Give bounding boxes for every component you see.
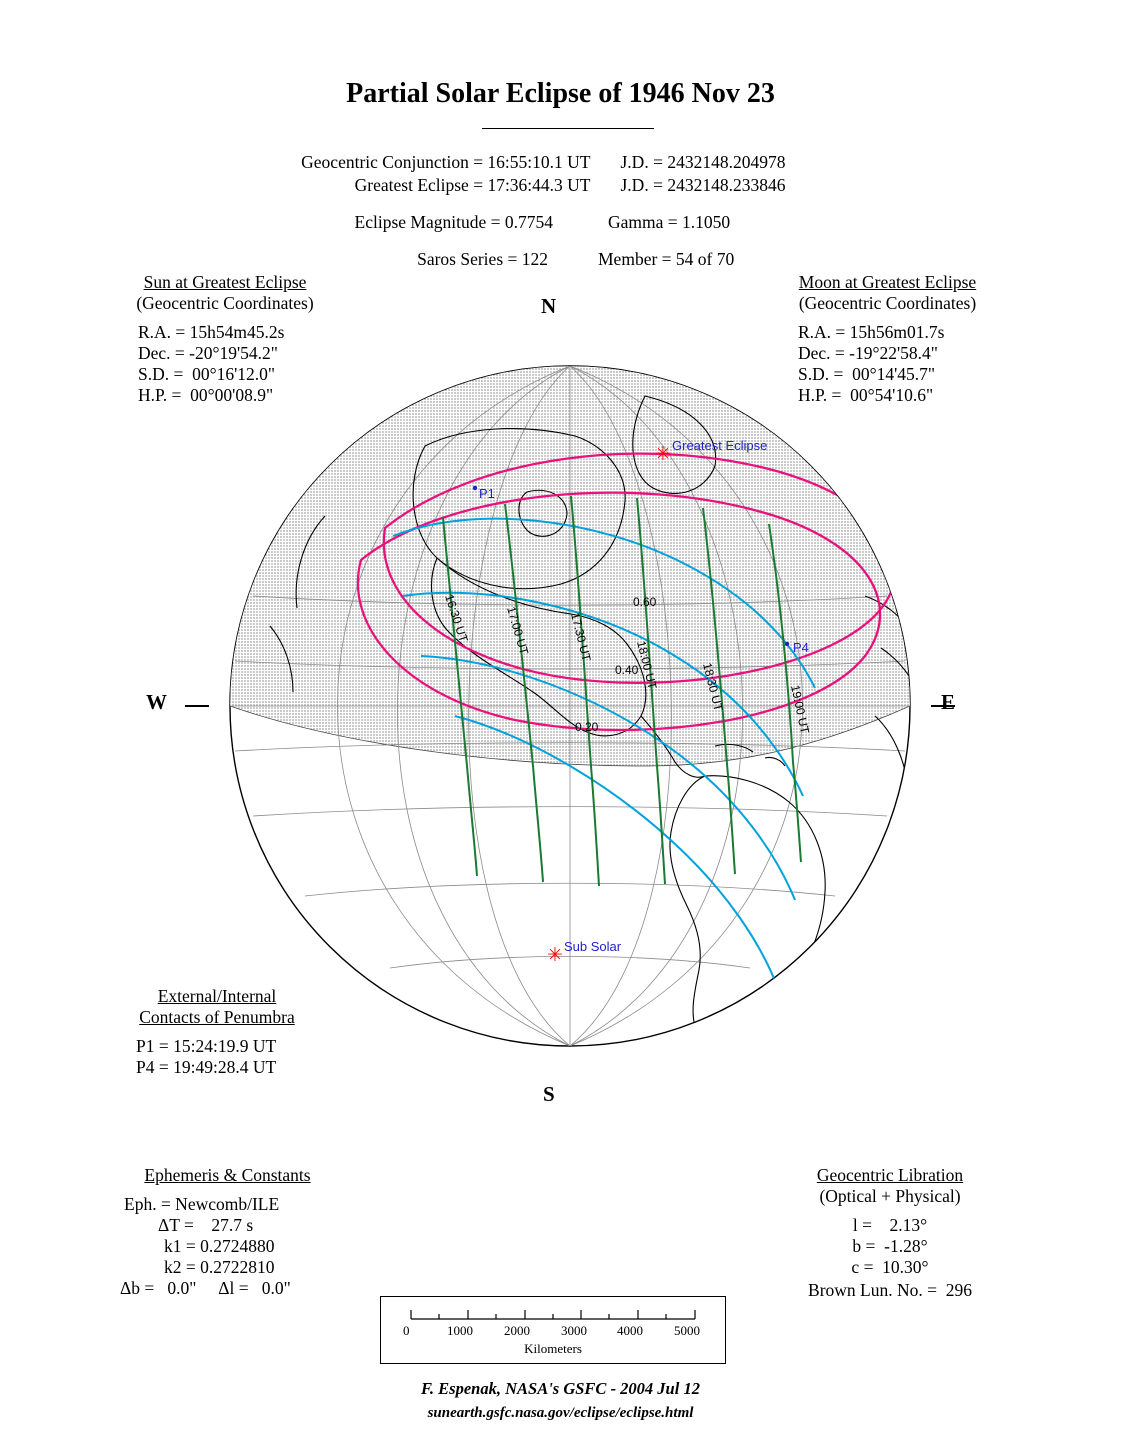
compass-south: S [543,1082,555,1106]
title-divider [482,128,654,129]
sun-panel-subtitle: (Geocentric Coordinates) [136,293,314,313]
compass-west: W [146,690,167,714]
scale-tick-0: 0 [403,1323,410,1338]
credit-author: F. Espenak, NASA's GSFC - 2004 Jul 12 [421,1379,700,1398]
time-curve-label-1730: 17:30 UT [568,611,594,663]
magnitude-label-060: 0.60 [633,595,657,609]
greatest-eclipse-marker: ✳ [655,444,671,465]
ephemeris-eph: Eph. = Newcomb/ILE [124,1194,280,1214]
libration-title: Geocentric Libration [816,1165,964,1185]
greatest-eclipse-label: Greatest Eclipse [672,438,768,453]
geocentric-libration-panel [790,1165,990,1301]
libration-subtitle: (Optical + Physical) [819,1186,961,1206]
libration-l: l = 2.13° [852,1215,928,1235]
libration-b: b = -1.28° [852,1236,928,1256]
header-row-conjunction [0,152,1121,173]
time-curve-label-1800: 18:00 UT [634,639,660,691]
geocentric-conjunction-label: Geocentric Conjunction = 16:55:10.1 UT [301,152,591,172]
header-row-saros [0,249,1121,270]
geocentric-conjunction-jd: J.D. = 2432148.204978 [620,152,786,172]
sun-hp: H.P. = 00°00'08.9" [138,385,274,405]
sun-dec: Dec. = -20°19'54.2" [138,343,278,363]
ephemeris-k2: k2 = 0.2722810 [164,1257,275,1277]
moon-dec: Dec. = -19°22'58.4" [798,343,938,363]
eclipse-magnitude-label: Eclipse Magnitude = 0.7754 [354,212,553,232]
credit-url: sunearth.gsfc.nasa.gov/eclipse/eclipse.html [427,1405,694,1421]
moon-ra: R.A. = 15h56m01.7s [798,322,945,342]
contact-p4: P4 = 19:49:28.4 UT [136,1057,277,1077]
eclipse-globe-map [175,296,965,1116]
greatest-eclipse-jd: J.D. = 2432148.233846 [620,175,786,195]
map-scale-bar [380,1296,726,1364]
p1-marker [473,486,477,490]
p1-label: P1 [479,486,495,501]
ephemeris-k1: k1 = 0.2724880 [164,1236,275,1256]
time-curve-label-1630: 16:30 UT [442,592,471,644]
ephemeris-delta-b-l: Δb = 0.0" Δl = 0.0" [120,1278,291,1298]
magnitude-label-020: 0.20 [575,720,599,734]
sun-panel-title: Sun at Greatest Eclipse [143,272,307,292]
scale-tick-1000: 1000 [447,1323,473,1338]
contacts-title-line2: Contacts of Penumbra [139,1007,295,1027]
contact-p1: P1 = 15:24:19.9 UT [136,1036,277,1056]
moon-panel-title: Moon at Greatest Eclipse [798,272,977,292]
scale-tick-2000: 2000 [504,1323,530,1338]
page-title: Partial Solar Eclipse of 1946 Nov 23 [346,78,775,109]
header-row-greatest [0,175,1121,196]
time-curve-label-1830: 18:30 UT [700,661,726,713]
compass-north: N [541,294,557,318]
saros-member-label: Member = 54 of 70 [598,249,735,269]
ephemeris-delta-t: ΔT = 27.7 s [158,1215,254,1235]
p4-marker [785,642,789,646]
scale-tick-3000: 3000 [561,1323,587,1338]
libration-c: c = 10.30° [851,1257,929,1277]
scale-tick-5000: 5000 [674,1323,700,1338]
sun-sd: S.D. = 00°16'12.0" [138,364,276,384]
contacts-title-line1: External/Internal [157,986,277,1006]
gamma-label: Gamma = 1.1050 [608,212,731,232]
scale-tick-4000: 4000 [617,1323,643,1338]
compass-east: E [941,690,956,714]
p4-label: P4 [793,640,809,655]
scale-units-label: Kilometers [524,1341,582,1356]
magnitude-label-040: 0.40 [615,663,639,677]
moon-hp: H.P. = 00°54'10.6" [798,385,934,405]
sun-ra: R.A. = 15h54m45.2s [138,322,285,342]
time-curve-label-1700: 17:00 UT [504,604,532,657]
header-row-magnitude [0,212,1121,233]
sub-solar-marker: ✳ [547,945,563,966]
greatest-eclipse-label: Greatest Eclipse = 17:36:44.3 UT [354,175,591,195]
ephemeris-title: Ephemeris & Constants [144,1165,311,1185]
moon-panel-subtitle: (Geocentric Coordinates) [798,293,977,313]
moon-sd: S.D. = 00°14'45.7" [798,364,936,384]
saros-series-label: Saros Series = 122 [417,249,548,269]
sub-solar-label: Sub Solar [564,939,622,954]
brown-lunation-number: Brown Lun. No. = 296 [808,1280,972,1300]
time-curve-label-1900: 19:00 UT [788,683,813,735]
ephemeris-constants-panel [120,1165,335,1299]
